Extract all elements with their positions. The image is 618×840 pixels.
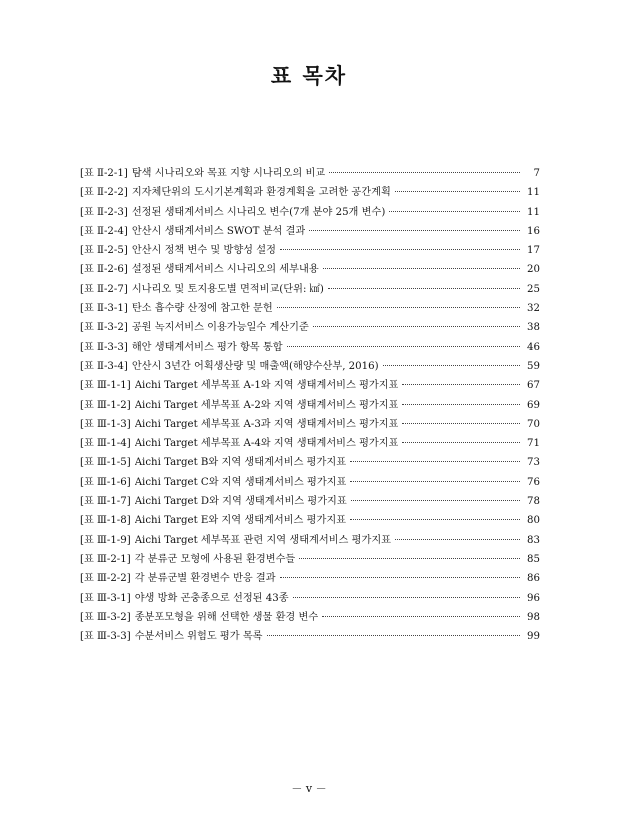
toc-leader-dots (395, 191, 520, 192)
toc-entry[interactable] (80, 434, 540, 453)
toc-entry-page: 78 (527, 496, 540, 508)
toc-leader-dots (309, 230, 520, 231)
toc-leader-dots (299, 558, 520, 559)
toc-entry-page: 86 (527, 573, 540, 585)
toc-entry-title: 공원 녹지서비스 이용가능일수 계산기준 (131, 322, 309, 334)
toc-entry[interactable] (80, 376, 540, 395)
toc-leader-dots (313, 326, 520, 327)
toc-entry-page: 98 (527, 611, 540, 623)
toc-entry[interactable] (80, 415, 540, 434)
toc-leader-dots (383, 365, 520, 366)
toc-entry-page: 32 (527, 303, 540, 315)
toc-entry[interactable] (80, 260, 540, 279)
page-number: － ⅴ － (291, 782, 327, 795)
toc-entry-page: 46 (527, 341, 540, 353)
toc-leader-dots (329, 172, 520, 173)
toc-entry-title: Aichi Target 세부목표 A-3과 지역 생태계서비스 평가지표 (134, 418, 399, 430)
toc-entry-title: 시나리오 및 토지용도별 면적비교(단위: ㎢) (131, 283, 324, 295)
toc-entry-title: 안산시 3년간 어획생산량 및 매출액(해양수산부, 2016) (131, 360, 379, 372)
toc-entry-code: [표 Ⅲ-2-1] (80, 553, 131, 565)
toc-entry-page: 80 (527, 515, 540, 527)
toc-entry-page: 25 (527, 283, 540, 295)
toc-leader-dots (402, 442, 520, 443)
toc-entry[interactable] (80, 511, 540, 530)
toc-entry[interactable] (80, 299, 540, 318)
toc-entry-title: 안산시 생태계서비스 SWOT 분석 결과 (131, 225, 306, 237)
toc-entry[interactable] (80, 569, 540, 588)
toc-leader-dots (402, 404, 520, 405)
toc-leader-dots (402, 384, 520, 385)
toc-entry[interactable] (80, 222, 540, 241)
toc-entry-code: [표 Ⅱ-3-2] (80, 322, 128, 334)
toc-entry-page: 70 (527, 418, 540, 430)
toc-entry-code: [표 Ⅱ-3-4] (80, 360, 128, 372)
toc-entry[interactable] (80, 203, 540, 222)
toc-entry-page: 83 (527, 534, 540, 546)
toc-entry-page: 99 (527, 631, 540, 643)
toc-entry-code: [표 Ⅲ-1-2] (80, 399, 131, 411)
toc-entry-title: 안산시 정책 변수 및 방향성 설정 (131, 245, 276, 257)
toc-entry-page: 20 (527, 264, 540, 276)
toc-entry-code: [표 Ⅱ-2-1] (80, 168, 128, 179)
toc-entry-code: [표 Ⅲ-3-3] (80, 631, 131, 643)
toc-entry-code: [표 Ⅲ-3-1] (80, 592, 131, 604)
toc-entry-code: [표 Ⅱ-3-3] (80, 341, 128, 353)
toc-entry[interactable] (80, 357, 540, 376)
toc-entry-code: [표 Ⅲ-1-6] (80, 476, 131, 488)
toc-entry[interactable] (80, 608, 540, 627)
toc-leader-dots (350, 461, 520, 462)
toc-entry-code: [표 Ⅱ-2-7] (80, 283, 128, 295)
toc-entry-code: [표 Ⅱ-2-2] (80, 187, 128, 199)
toc-entry[interactable] (80, 164, 540, 183)
toc-entry-page: 76 (527, 476, 540, 488)
toc-entry[interactable] (80, 627, 540, 646)
toc-leader-dots (267, 635, 520, 636)
toc-entry-code: [표 Ⅱ-2-3] (80, 206, 128, 218)
toc-leader-dots (395, 539, 520, 540)
toc-entry-code: [표 Ⅲ-1-3] (80, 418, 131, 430)
toc-entry-page: 73 (527, 457, 540, 469)
toc-leader-dots (293, 597, 520, 598)
toc-entry[interactable] (80, 241, 540, 260)
toc-entry[interactable] (80, 318, 540, 337)
toc-entry-title: 선정된 생태계서비스 시나리오 변수(7개 분야 25개 변수) (131, 206, 386, 218)
toc-entry-page: 71 (527, 438, 540, 450)
toc-leader-dots (323, 268, 520, 269)
toc-leader-dots (280, 249, 520, 250)
toc-entry-title: 각 분류군 모형에 사용된 환경변수들 (134, 553, 296, 565)
toc-entry-title: 지자체단위의 도시기본계획과 환경계획을 고려한 공간계획 (131, 187, 391, 199)
toc-entry-title: 수분서비스 위험도 평가 목록 (134, 631, 263, 643)
toc-entry-title: 종분포모형을 위해 선택한 생물 환경 변수 (134, 611, 319, 623)
toc-entry-title: 해안 생태계서비스 평가 항목 통합 (131, 341, 283, 353)
toc-entry-code: [표 Ⅱ-2-4] (80, 225, 128, 237)
toc-leader-dots (351, 500, 520, 501)
toc-entry[interactable] (80, 531, 540, 550)
toc-entry[interactable] (80, 280, 540, 299)
page-title: 표 목차 (270, 63, 348, 88)
toc-entry-title: Aichi Target 세부목표 관련 지역 생태계서비스 평가지표 (134, 534, 392, 546)
toc-entry[interactable] (80, 589, 540, 608)
table-of-contents (80, 164, 540, 646)
toc-entry-code: [표 Ⅲ-1-9] (80, 534, 131, 546)
toc-entry-page: 38 (527, 322, 540, 334)
toc-entry-code: [표 Ⅲ-1-1] (80, 380, 131, 392)
toc-entry-title: Aichi Target 세부목표 A-1와 지역 생태계서비스 평가지표 (134, 380, 399, 392)
toc-leader-dots (328, 288, 520, 289)
toc-entry-page: 17 (527, 245, 540, 257)
toc-entry-code: [표 Ⅲ-1-5] (80, 457, 131, 469)
toc-entry-title: Aichi Target 세부목표 A-2와 지역 생태계서비스 평가지표 (134, 399, 399, 411)
toc-entry-title: 각 분류군별 환경변수 반응 결과 (134, 573, 276, 585)
toc-entry[interactable] (80, 492, 540, 511)
toc-entry-code: [표 Ⅲ-1-4] (80, 438, 131, 450)
toc-entry-title: 야생 방화 곤충종으로 선정된 43종 (134, 592, 289, 604)
toc-entry[interactable] (80, 473, 540, 492)
toc-entry-title: 탐색 시나리오와 목표 지향 시나리오의 비교 (131, 168, 326, 179)
toc-entry-code: [표 Ⅱ-2-5] (80, 245, 128, 257)
toc-leader-dots (287, 346, 520, 347)
toc-entry-page: 7 (533, 168, 540, 179)
toc-entry-page: 16 (527, 225, 540, 237)
toc-entry-code: [표 Ⅲ-2-2] (80, 573, 131, 585)
toc-entry-title: Aichi Target 세부목표 A-4와 지역 생태계서비스 평가지표 (134, 438, 399, 450)
toc-entry-title: Aichi Target B와 지역 생태계서비스 평가지표 (134, 457, 347, 469)
toc-entry-page: 11 (527, 187, 540, 199)
toc-entry-page: 96 (527, 592, 540, 604)
toc-entry-page: 11 (527, 206, 540, 218)
toc-entry-code: [표 Ⅲ-3-2] (80, 611, 131, 623)
toc-leader-dots (389, 211, 520, 212)
toc-entry-code: [표 Ⅲ-1-7] (80, 496, 131, 508)
toc-leader-dots (402, 423, 520, 424)
toc-leader-dots (280, 577, 520, 578)
toc-entry-page: 59 (527, 360, 540, 372)
toc-entry-title: Aichi Target C와 지역 생태계서비스 평가지표 (134, 476, 347, 488)
toc-entry-title: 설정된 생태계서비스 시나리오의 세부내용 (131, 264, 319, 276)
toc-entry-page: 69 (527, 399, 540, 411)
toc-entry[interactable] (80, 338, 540, 357)
toc-entry[interactable] (80, 550, 540, 569)
toc-entry[interactable] (80, 453, 540, 472)
toc-entry-page: 67 (527, 380, 540, 392)
toc-entry-title: Aichi Target D와 지역 생태계서비스 평가지표 (134, 496, 347, 508)
toc-entry-code: [표 Ⅲ-1-8] (80, 515, 131, 527)
toc-leader-dots (322, 616, 520, 617)
toc-entry[interactable] (80, 396, 540, 415)
toc-entry-page: 85 (527, 553, 540, 565)
toc-leader-dots (277, 307, 520, 308)
toc-entry-title: Aichi Target E와 지역 생태계서비스 평가지표 (134, 515, 346, 527)
toc-entry-code: [표 Ⅱ-2-6] (80, 264, 128, 276)
toc-entry[interactable] (80, 183, 540, 202)
toc-entry-code: [표 Ⅱ-3-1] (80, 303, 128, 315)
toc-leader-dots (350, 481, 520, 482)
toc-leader-dots (350, 519, 520, 520)
toc-entry-title: 탄소 흡수량 산정에 참고한 문헌 (131, 303, 273, 315)
